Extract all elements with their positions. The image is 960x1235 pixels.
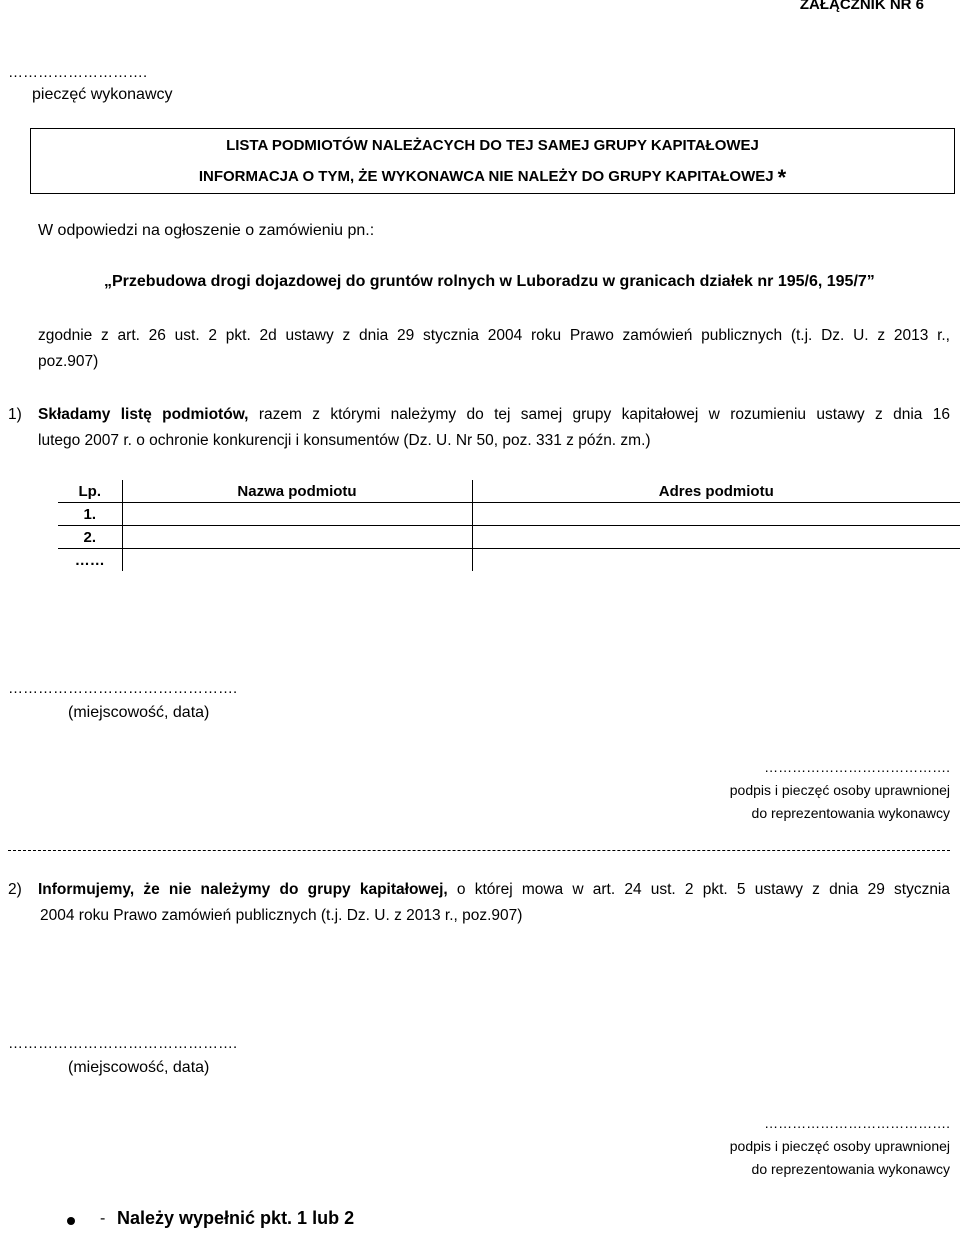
point1-number: 1) (8, 406, 22, 423)
stamp-dots: ………………………. (8, 64, 148, 81)
intro-text: W odpowiedzi na ogłoszenie o zamówieniu pn.: (38, 222, 375, 239)
header-name: Nazwa podmiotu (122, 480, 472, 503)
point1-line2: lutego 2007 r. o ochronie konkurencji i konsumentów (Dz. U. Nr 50, poz. 331 z późn. zm.) (38, 432, 651, 449)
legal-basis-line1: zgodnie z art. 26 ust. 2 pkt. 2d ustawy z dnia 29 stycznia 2004 roku Prawo zamówień publicznych (t.j. Dz. U. z 2013 r., (38, 327, 950, 344)
header-box (30, 128, 955, 194)
place-date-dots-1: ………………………………………. (8, 680, 238, 697)
signature-dots-2: …………………………………. (764, 1115, 950, 1131)
row-name-cell[interactable] (122, 549, 472, 572)
point2-line1-rest: o której mowa w art. 24 ust. 2 pkt. 5 ustawy z dnia 29 stycznia (456, 881, 950, 898)
table-row (58, 503, 960, 526)
header-title-2-text: INFORMACJA O TYM, ŻE WYKONAWCA NIE NALEŻY DO GRUPY KAPITAŁOWEJ (198, 168, 774, 185)
stamp-label: pieczęć wykonawcy (32, 86, 173, 103)
bullet-icon (67, 1217, 75, 1225)
project-title: „Przebudowa drogi dojazdowej do gruntów rolnych w Luboradzu w granicach działek nr 195/6, 195/7” (104, 273, 875, 290)
row-address-cell[interactable] (472, 549, 960, 572)
signature-line1-1: podpis i pieczęć osoby uprawnionej (729, 782, 950, 798)
row-address-cell[interactable] (472, 503, 960, 526)
row-name-cell[interactable] (122, 526, 472, 549)
table-header-row (58, 480, 960, 503)
place-date-label-2: (miejscowość, data) (68, 1059, 210, 1076)
place-date-label-1: (miejscowość, data) (68, 704, 210, 721)
row-number: …… (58, 549, 122, 572)
footnote-text: Należy wypełnić pkt. 1 lub 2 (117, 1208, 355, 1228)
header-title-1: LISTA PODMIOTÓW NALEŻACYCH DO TEJ SAMEJ GRUPY KAPITAŁOWEJ (226, 137, 759, 154)
row-number: 2. (58, 526, 122, 549)
place-date-dots-2: ………………………………………. (8, 1035, 238, 1052)
footnote-dash: - (100, 1210, 106, 1227)
header-address: Adres podmiotu (472, 480, 960, 503)
table-row (58, 526, 960, 549)
asterisk-mark: * (777, 165, 787, 190)
signature-line1-2: podpis i pieczęć osoby uprawnionej (729, 1138, 950, 1154)
row-address-cell[interactable] (472, 526, 960, 549)
annex-title: ZAŁĄCZNIK NR 6 (799, 0, 924, 13)
row-name-cell[interactable] (122, 503, 472, 526)
table-row (58, 549, 960, 572)
header-title-2 (31, 165, 954, 191)
point2-number: 2) (8, 881, 22, 898)
point1-line1 (38, 402, 950, 428)
signature-line2-2: do reprezentowania wykonawcy (751, 1161, 950, 1177)
signature-block-2 (730, 1112, 950, 1181)
point1-bold: Składamy listę podmiotów, (38, 406, 249, 423)
signature-block-1 (730, 756, 950, 825)
legal-basis-line2: poz.907) (38, 353, 99, 370)
header-lp: Lp. (78, 482, 101, 500)
separator-dashed-line (8, 850, 950, 851)
entities-table (58, 480, 960, 571)
point2-line2: 2004 roku Prawo zamówień publicznych (t.j. Dz. U. z 2013 r., poz.907) (40, 907, 523, 924)
signature-line2-1: do reprezentowania wykonawcy (751, 805, 950, 821)
signature-dots-1: …………………………………. (764, 759, 950, 775)
point2-bold: Informujemy, że nie należymy do grupy kapitałowej, (38, 881, 448, 898)
point1-line1-rest: razem z którymi należymy do tej samej grupy kapitałowej w rozumieniu ustawy z dnia 16 (258, 406, 950, 423)
point2-line1 (38, 877, 950, 903)
row-number: 1. (58, 503, 122, 526)
